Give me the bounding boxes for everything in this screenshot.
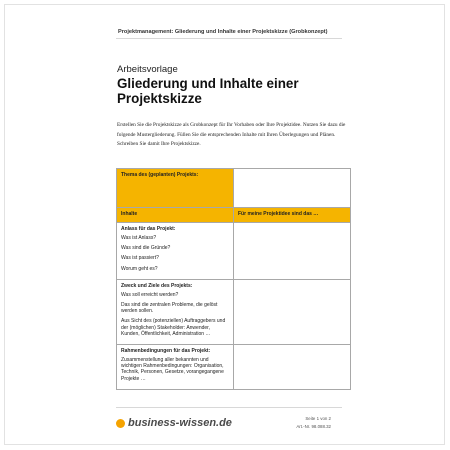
theme-input-cell[interactable]	[234, 169, 351, 208]
section-title: Anlass für das Projekt:	[121, 226, 176, 232]
footer-divider	[116, 407, 342, 408]
section-title: Zweck und Ziele des Projekts:	[121, 282, 193, 289]
list-item: Was ist passiert?	[121, 255, 159, 262]
theme-label-cell: Thema des (geplanten) Projekts:	[117, 169, 234, 208]
document-kicker: Arbeitsvorlage	[117, 64, 178, 75]
section-title: Rahmenbedingungen für das Projekt:	[121, 348, 211, 355]
article-number: Art.-Nr. 98.088.32	[296, 423, 331, 429]
intro-paragraph: Erstellen Sie die Projektskizze als Grobkonzept für Ihr Vorhaben oder Ihre Projektidee. Nutzen Sie dazu die folgende Mustergliederung. Füllen Sie die entsprechenden Inhalte mit Ihren Überlegungen und Plänen. Schreiben Sie damit Ihre Projektskizze.	[117, 122, 346, 148]
table-row	[117, 223, 351, 280]
logo-text: business-wissen.de	[128, 417, 232, 429]
footer-meta	[296, 415, 331, 430]
list-item: Aus Sicht des (potenziellen) Auftraggebers und der (möglichen) Stakeholder: Anwender, Kunden, Öffentlichkeit, Administration …	[121, 318, 226, 337]
answer-cell-zweck-ziele[interactable]	[234, 279, 351, 344]
table-row	[117, 345, 351, 390]
brand-logo	[116, 417, 232, 429]
list-item: Was sind die Gründe?	[121, 245, 171, 252]
table-row	[117, 279, 351, 344]
list-item: Was soll erreicht werden?	[121, 291, 179, 298]
answer-cell-anlass[interactable]	[234, 223, 351, 280]
table-row-theme	[117, 169, 351, 208]
list-item: Das sind die zentralen Probleme, die gelöst werden sollen.	[121, 302, 218, 315]
document-title: Gliederung und Inhalte einer Projektskizze	[117, 76, 299, 106]
section-zweck-ziele	[117, 279, 234, 344]
outline-table	[116, 168, 351, 390]
column-header-projektidee: Für meine Projektidee sind das …	[234, 208, 351, 223]
answer-cell-rahmenbedingungen[interactable]	[234, 345, 351, 390]
list-item: Was ist Anlass?	[121, 235, 157, 241]
document-page	[4, 4, 445, 445]
section-anlass	[117, 223, 234, 280]
header-divider	[116, 38, 342, 39]
list-item: Worum geht es?	[121, 265, 158, 272]
section-rahmenbedingungen	[117, 345, 234, 390]
running-header: Projektmanagement: Gliederung und Inhalte einer Projektskizze (Grobkonzept)	[118, 29, 328, 35]
logo-dot-icon	[116, 419, 125, 428]
table-header-row	[117, 208, 351, 223]
list-item: Zusammenstellung aller bekannten und wichtigen Rahmenbedingungen: Organisation, Technik, Personen, Gesetze, vorangegangene Projekte …	[121, 357, 224, 382]
column-header-inhalte: Inhalte	[117, 208, 234, 223]
page-number: Seite 1 von 2	[305, 416, 331, 421]
